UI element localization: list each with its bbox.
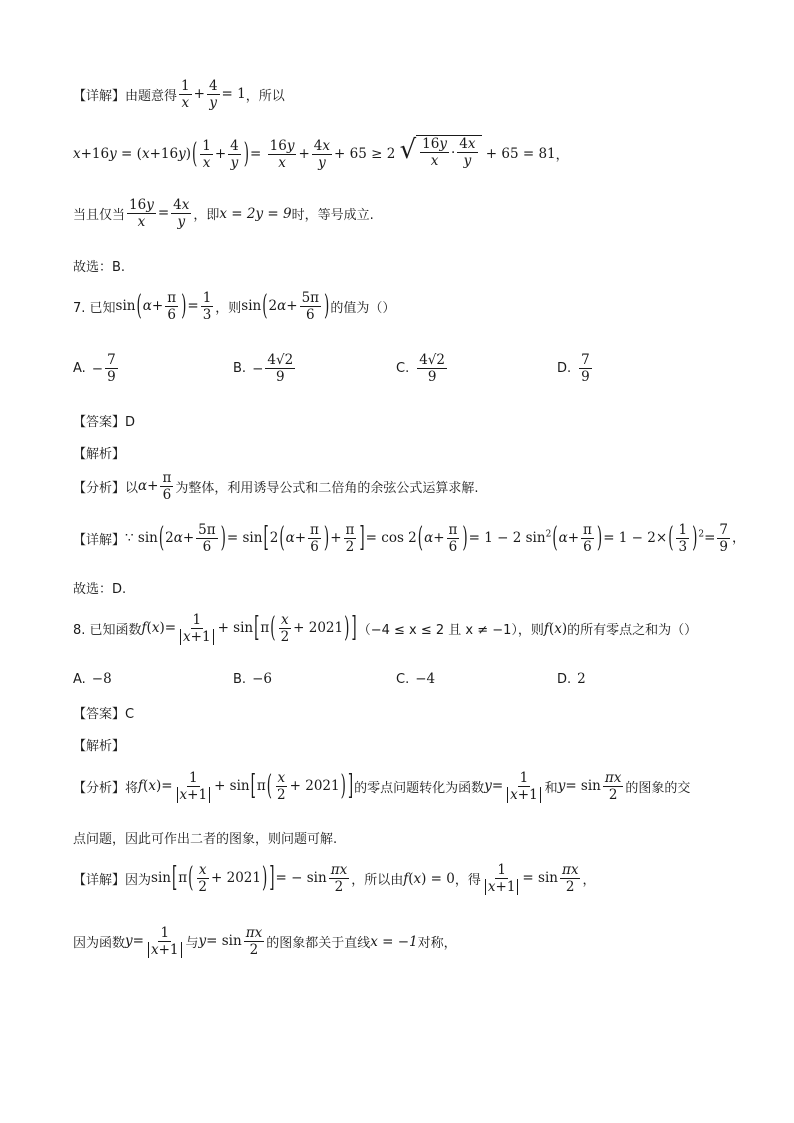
line-choose-b bbox=[73, 256, 125, 275]
line-detail-3 bbox=[73, 197, 374, 230]
line-detail-1 bbox=[73, 78, 285, 111]
text: ，所以 bbox=[245, 89, 285, 104]
formula: y= sin $\frac{\pi x}{2}$ bbox=[198, 925, 263, 958]
option-b: B. − $\frac{4√2}{9}$ bbox=[233, 352, 294, 385]
option-d: D. $\frac{7}{9}$ bbox=[557, 352, 590, 385]
text: 的值为（） bbox=[330, 301, 396, 316]
analysis-8: 【解析】 bbox=[73, 739, 126, 754]
formula-inequality: x+16y = (x+16y)( $\frac{1}{x}$ + $\frac{4}{y}$ )= $\frac{16y}{x}$ + $\frac{4x}{y}$ + 65 ≥ 2 √ $\frac{16y}{x}$ · $\frac{4x}{y}$ + 65 = 81 bbox=[73, 135, 556, 171]
choose-d: 故选：D. bbox=[73, 582, 127, 597]
formula: y= sin $\frac{\pi x}{2}$ bbox=[557, 770, 622, 803]
fenxi-8: 【分析】 将 f(x)= $\frac{1}{x+1}$ + sin[π( $\frac{x}{2}$ + 2021) ] 的零点问题转化为函数 y= $\frac{1}{x+1}$ 和 y= sin $\frac{\pi x}{2}$ 的图象的交 bbox=[73, 769, 691, 803]
text: （−4 ≤ x ≤ 2 且 x ≠ −1），则 bbox=[357, 623, 544, 638]
analysis-7: 【解析】 bbox=[73, 447, 126, 462]
formula: sin(2α+ $\frac{5\pi}{6}$ ) bbox=[241, 289, 330, 323]
text: ， bbox=[555, 147, 569, 163]
formula: y= $\frac{1}{x+1}$ bbox=[125, 925, 185, 958]
fenxi-8-line2: 点问题，因此可作出二者的图象，则问题可解. bbox=[73, 832, 338, 847]
answer-7: 【答案】D bbox=[73, 415, 136, 430]
formula: $\frac{1}{x+1}$ = sin $\frac{\pi x}{2}$ bbox=[481, 862, 583, 895]
option-a: A. −8 bbox=[73, 671, 112, 687]
option-c: C. −4 bbox=[396, 671, 436, 687]
text: ，即 bbox=[193, 208, 220, 223]
xiangjie-7: 【详解】 ∵ sin(2α+ $\frac{5\pi}{6}$ )= sin[2(α+ $\frac{\pi}{6}$ )+ $\frac{\pi}{2}$ ]= cos 2(α+ $\frac{\pi}{6}$ )= 1 − 2 $\sin^2(\alpha+$ $\frac{\pi}{6}$ )= 1 − 2×( $\frac{1}{3}$ )$^2$= $\frac{7}{9}$ ， bbox=[73, 521, 746, 555]
question-number: 7. 已知 bbox=[73, 301, 116, 316]
option-d: D. 2 bbox=[557, 671, 586, 687]
formula: $\frac{16y}{x}$ = $\frac{4x}{y}$ bbox=[129, 197, 190, 230]
option-c: C. $\frac{4√2}{9}$ bbox=[396, 352, 445, 385]
xiangjie-8-line2: 因为函数 y= $\frac{1}{x+1}$ 与 y= sin $\frac{\pi x}{2}$ 的图象都关于直线 x = −1 对称， bbox=[73, 925, 457, 958]
formula: sin[π( $\frac{x}{2}$ + 2021) ]= − sin $\frac{\pi x}{2}$ bbox=[151, 861, 348, 895]
formula: α+ $\frac{\pi}{6}$ bbox=[138, 470, 172, 503]
text: 故选：B. bbox=[73, 260, 126, 275]
question-8 bbox=[73, 612, 697, 645]
option-a: A. − $\frac{7}{9}$ bbox=[73, 352, 116, 385]
fenxi-7: 【分析】 以 α+ $\frac{\pi}{6}$ 为整体，利用诱导公式和二倍角的余弦公式运算求解. bbox=[73, 470, 479, 503]
text: 时，等号成立. bbox=[291, 208, 374, 223]
xiangjie-8: 【详解】 因为 sin[π( $\frac{x}{2}$ + 2021) ]= − sin $\frac{\pi x}{2}$ ，所以由 f(x) = 0 ，得 $\frac{1}{x+1}$ = sin $\frac{\pi x}{2}$ ， bbox=[73, 861, 596, 895]
formula: f(x)= $\frac{1}{x+1}$ + sin[π( $\frac{x}{2}$ + 2021) ] bbox=[138, 769, 354, 803]
line-detail-2 bbox=[73, 135, 569, 171]
question-7 bbox=[73, 290, 395, 323]
detail-tag: 【详解】 bbox=[73, 89, 126, 104]
formula: sin(α+ $\frac{\pi}{6}$ )= $\frac{1}{3}$ bbox=[115, 289, 212, 323]
formula: $\frac{1}{x}$ + $\frac{4}{y}$ = 1 bbox=[181, 78, 246, 111]
text: 的所有零点之和为（） bbox=[567, 623, 698, 638]
formula: f(x) bbox=[543, 620, 568, 637]
text: ，则 bbox=[215, 301, 242, 316]
option-b: B. −6 bbox=[233, 671, 272, 687]
formula: f(x) = 0 bbox=[403, 870, 455, 887]
text: 由题意得 bbox=[125, 89, 178, 104]
formula-eq: x = 2y = 9 bbox=[219, 205, 292, 222]
formula-derivation: ∵ sin(2α+ $\frac{5\pi}{6}$ )= sin[2(α+ $\frac{\pi}{6}$ )+ $\frac{\pi}{2}$ ]= cos 2(α+ $\frac{\pi}{6}$ )= 1 − 2 $\sin^2(\alpha+$ $\frac{\pi}{6}$ )= 1 − 2×( $\frac{1}{3}$ )$^2$= $\frac{7}{9}$ ， bbox=[125, 521, 746, 555]
question-number: 8. 已知函数 bbox=[73, 623, 142, 638]
formula: y= $\frac{1}{x+1}$ bbox=[484, 770, 544, 803]
text: 当且仅当 bbox=[73, 208, 126, 223]
formula: f(x)= $\frac{1}{x+1}$ + sin[π( $\frac{x}{2}$ + 2021) ] bbox=[141, 611, 357, 645]
answer-8: 【答案】C bbox=[73, 707, 135, 722]
